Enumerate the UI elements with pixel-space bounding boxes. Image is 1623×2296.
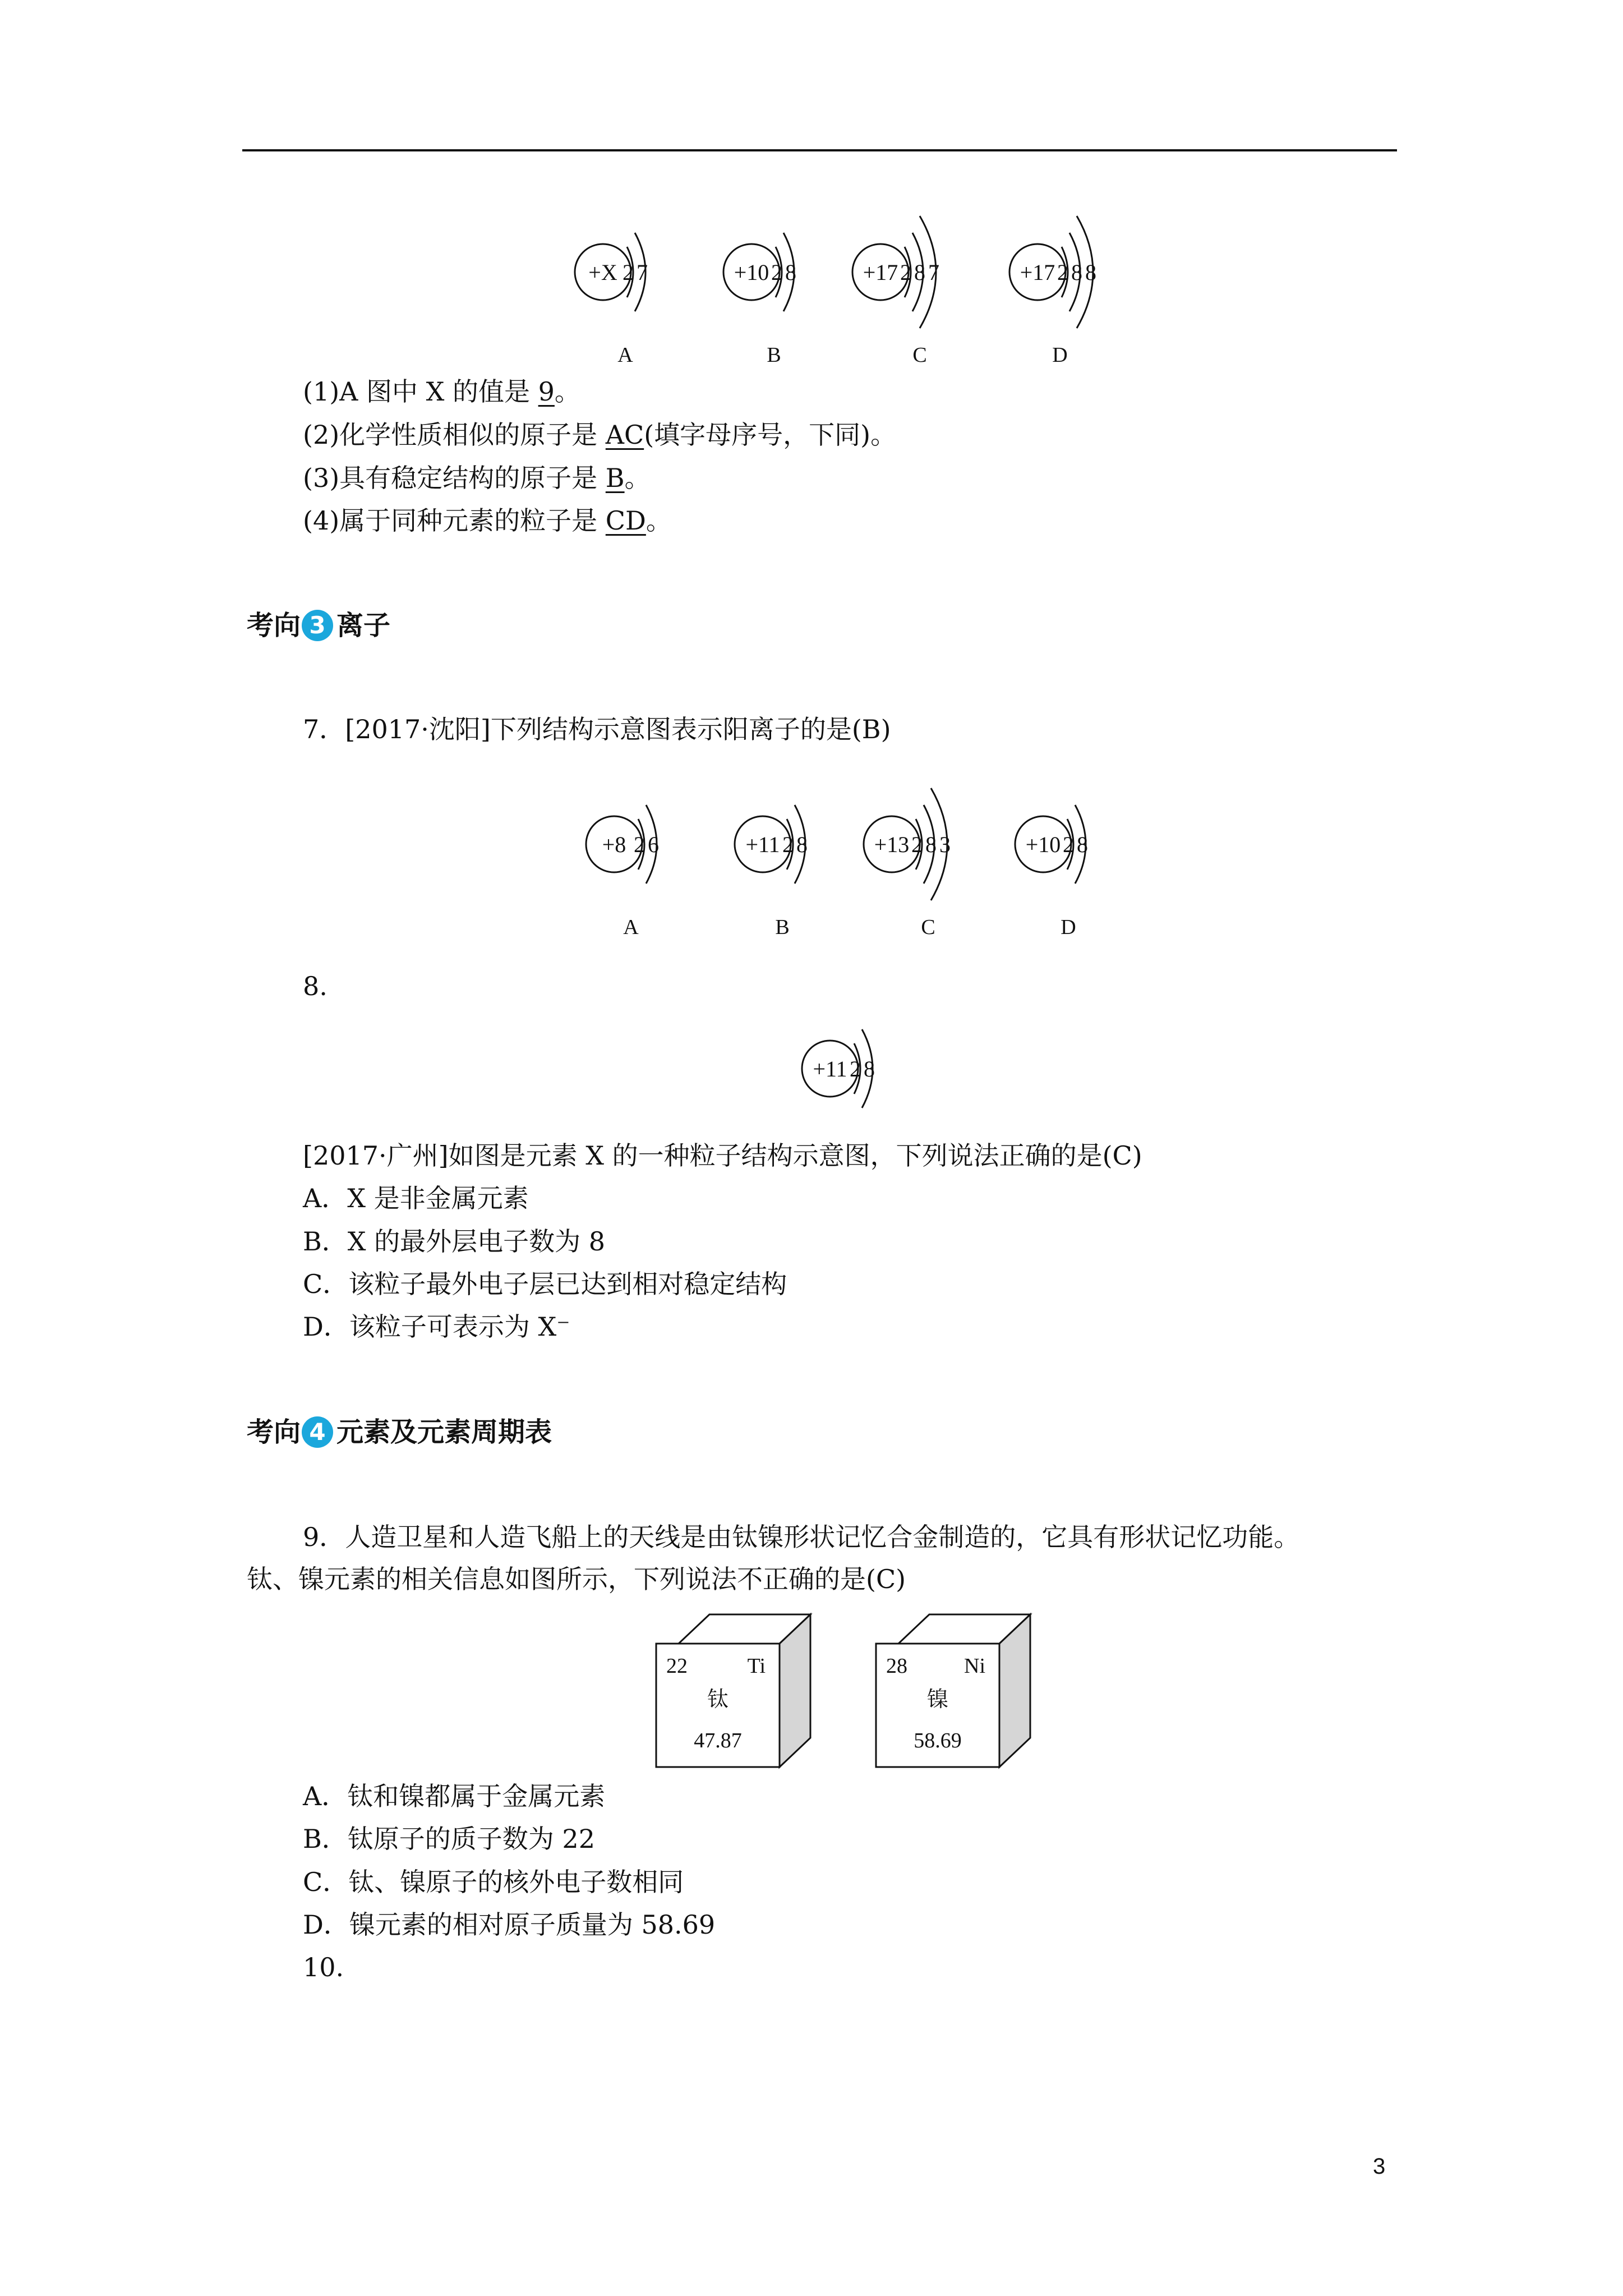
svg-text:8: 8 <box>785 260 796 285</box>
svg-text:2: 2 <box>850 1056 861 1082</box>
q6-answer-3: B <box>605 463 625 493</box>
atom-d-nucleus: +17 <box>1020 260 1055 285</box>
svg-text:C: C <box>921 915 935 939</box>
q6-part-3: (3)具有稳定结构的原子是 B。 <box>303 463 651 493</box>
ti-name: 钛 <box>707 1688 729 1711</box>
header-rule <box>242 149 1397 151</box>
q8-number: 8. <box>303 971 328 1001</box>
svg-text:8: 8 <box>1071 260 1082 285</box>
q8-stem: [2017·广州]如图是元素 X 的一种粒子结构示意图，下列说法正确的是(C) <box>303 1140 1142 1171</box>
svg-text:2: 2 <box>782 832 794 857</box>
svg-text:2: 2 <box>1057 260 1068 285</box>
q9-option-d: D．镍元素的相对原子质量为 58.69 <box>303 1910 716 1940</box>
svg-text:2: 2 <box>1063 832 1074 857</box>
svg-text:+10: +10 <box>1025 832 1061 857</box>
q8-option-c: C．该粒子最外电子层已达到相对稳定结构 <box>303 1269 787 1299</box>
q9-stem-line-1: 9．人造卫星和人造飞船上的天线是由钛镍形状记忆合金制造的，它具有形状记忆功能。 <box>303 1522 1300 1552</box>
section-heading-4: 考向 4 元素及元素周期表 <box>247 1416 552 1448</box>
atom-structure-diagram-3 <box>774 1004 920 1133</box>
svg-text:+11: +11 <box>813 1056 847 1082</box>
svg-text:8: 8 <box>914 260 925 285</box>
ti-atomic-mass: 47.87 <box>694 1729 742 1752</box>
page-number: 3 <box>1373 2154 1386 2179</box>
atom-c-nucleus: +17 <box>863 260 898 285</box>
ti-atomic-number: 22 <box>666 1654 688 1678</box>
q6-answer-2: AC <box>605 420 644 450</box>
svg-text:A: A <box>623 915 639 939</box>
q6-part-4: (4)属于同种元素的粒子是 CD。 <box>303 505 672 536</box>
svg-text:2: 2 <box>623 260 634 285</box>
ni-atomic-number: 28 <box>886 1654 907 1678</box>
q9-option-b: B．钛原子的质子数为 22 <box>303 1824 595 1854</box>
q6-part-2: (2)化学性质相似的原子是 AC(填字母序号，下同)。 <box>303 420 897 450</box>
svg-text:6: 6 <box>648 832 659 857</box>
svg-text:+8: +8 <box>602 832 626 857</box>
q9-stem-line-2: 钛、镍元素的相关信息如图所示，下列说法不正确的是(C) <box>247 1564 906 1594</box>
svg-text:8: 8 <box>1085 260 1096 285</box>
q6-part-1: (1)A 图中 X 的值是 9。 <box>303 376 580 407</box>
atom-a-nucleus: +X <box>588 260 617 285</box>
svg-text:8: 8 <box>925 832 937 857</box>
svg-text:+13: +13 <box>874 832 910 857</box>
atom-structure-diagram-2 <box>561 766 1133 945</box>
section-number-badge: 3 <box>302 610 333 641</box>
q8-option-a: A．X 是非金属元素 <box>303 1183 529 1213</box>
q8-option-d: D．该粒子可表示为 X⁻ <box>303 1312 570 1342</box>
ni-atomic-mass: 58.69 <box>914 1729 962 1752</box>
q7-stem: 7．[2017·沈阳]下列结构示意图表示阳离子的是(B) <box>303 714 891 744</box>
ti-symbol: Ti <box>747 1654 766 1678</box>
section-number-badge: 4 <box>302 1416 333 1448</box>
atom-a-label: A <box>617 343 633 367</box>
svg-text:8: 8 <box>1077 832 1088 857</box>
section-heading-3: 考向 3 离子 <box>247 610 391 641</box>
atom-b-nucleus: +10 <box>734 260 769 285</box>
ni-symbol: Ni <box>964 1654 985 1678</box>
atom-structure-diagram-1 <box>550 194 1144 379</box>
svg-text:2: 2 <box>771 260 782 285</box>
svg-text:2: 2 <box>911 832 923 857</box>
svg-text:2: 2 <box>634 832 645 857</box>
q9-option-c: C．钛、镍原子的核外电子数相同 <box>303 1867 684 1897</box>
svg-text:3: 3 <box>939 832 951 857</box>
svg-text:7: 7 <box>928 260 939 285</box>
q9-option-a: A．钛和镍都属于金属元素 <box>303 1781 606 1811</box>
ni-name: 镍 <box>926 1688 949 1711</box>
atom-d-label: D <box>1052 343 1068 367</box>
svg-text:8: 8 <box>864 1056 875 1082</box>
q6-answer-4: CD <box>605 505 646 536</box>
svg-text:8: 8 <box>796 832 808 857</box>
svg-text:2: 2 <box>900 260 911 285</box>
q6-answer-1: 9 <box>538 376 555 407</box>
q8-option-b: B．X 的最外层电子数为 8 <box>303 1226 606 1257</box>
q10-number: 10. <box>303 1952 344 1982</box>
atom-b-label: B <box>767 343 781 367</box>
element-cells-figure <box>651 1610 1043 1773</box>
svg-text:+11: +11 <box>745 832 780 857</box>
atom-c-label: C <box>912 343 927 367</box>
svg-text:B: B <box>775 915 790 939</box>
svg-text:7: 7 <box>637 260 648 285</box>
svg-text:D: D <box>1061 915 1076 939</box>
